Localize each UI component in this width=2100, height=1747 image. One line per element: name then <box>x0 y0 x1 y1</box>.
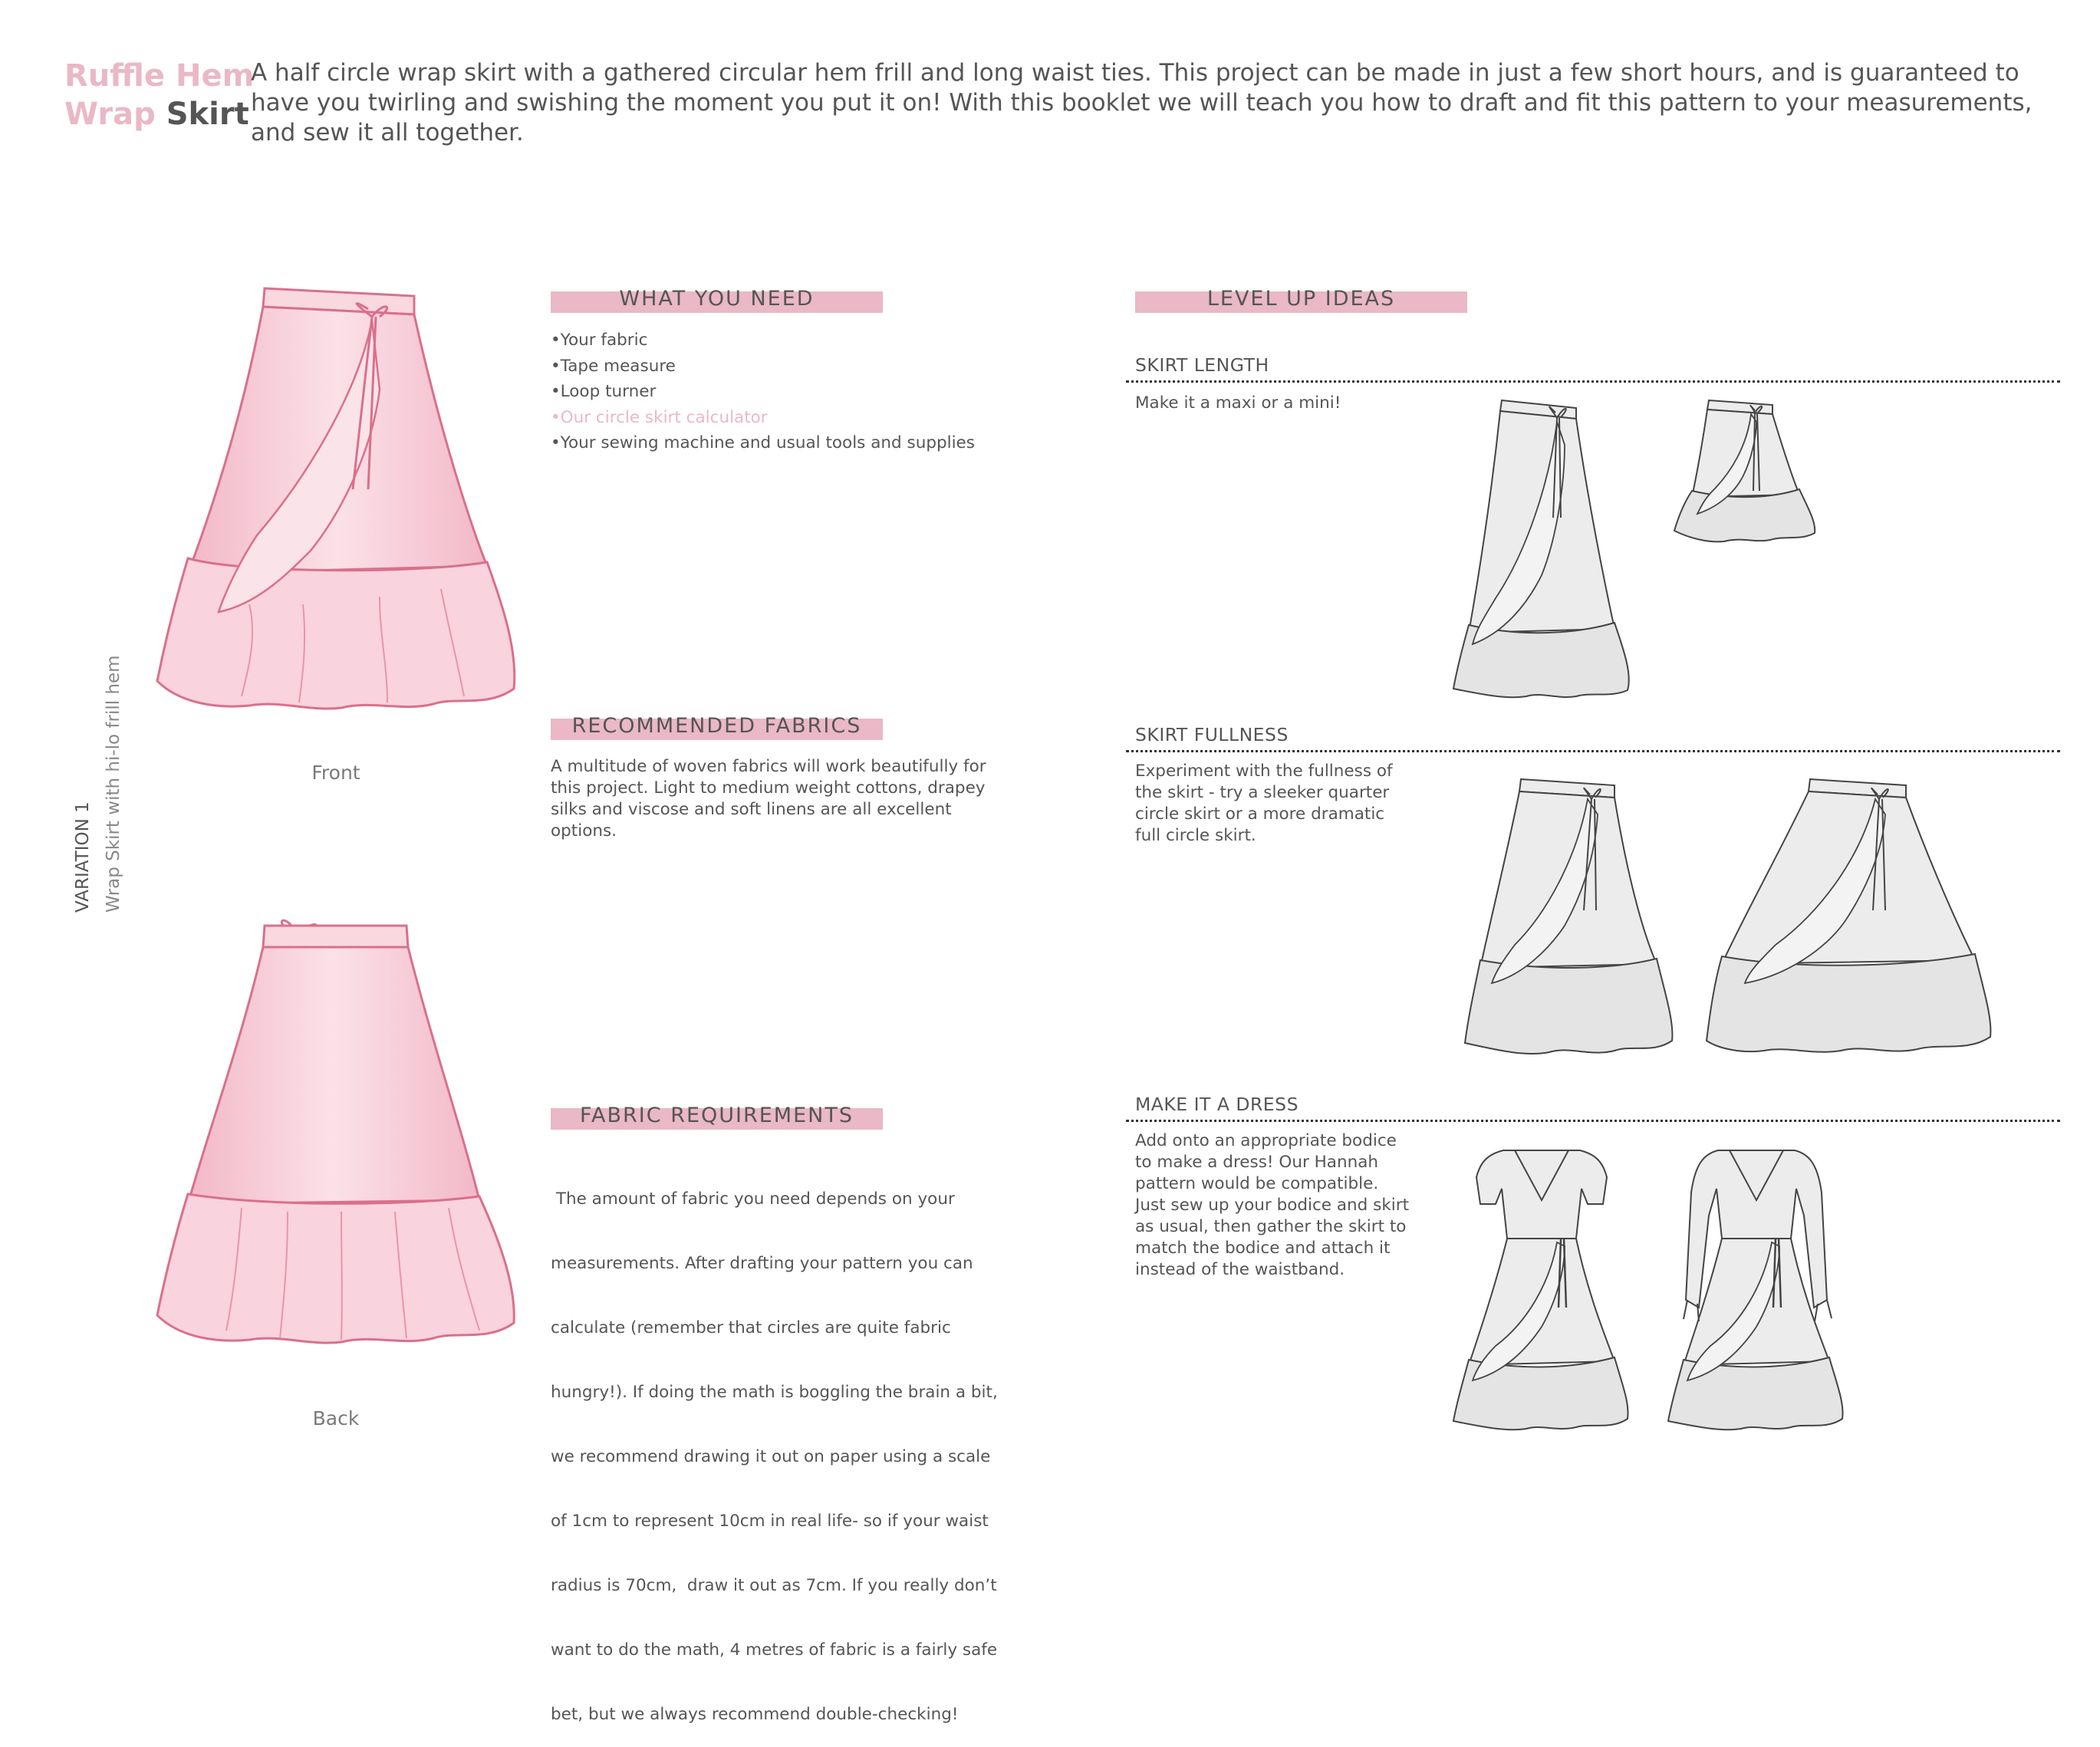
variation-subtitle: Wrap Skirt with hi-lo frill hem <box>104 655 123 913</box>
list-item: •Your fabric <box>551 331 648 350</box>
short-sleeve-dress-illustration <box>1450 1147 1634 1434</box>
text-line: options. <box>551 821 617 841</box>
text-line: Just sew up your bodice and skirt <box>1135 1196 1410 1215</box>
text-line: we recommend drawing it out on paper using a scale <box>551 1447 991 1466</box>
text-line: as usual, then gather the skirt to <box>1135 1217 1407 1236</box>
long-sleeve-dress-illustration <box>1664 1147 1848 1434</box>
heading-text: FABRIC REQUIREMENTS <box>579 1104 854 1127</box>
text-line: Add onto an appropriate bodice <box>1135 1131 1397 1150</box>
back-caption: Back <box>312 1407 360 1430</box>
text-line: match the bodice and attach it <box>1135 1239 1391 1258</box>
variation-label <box>67 637 129 913</box>
text-line: this project. Light to medium weight cottons, drapey <box>551 778 986 798</box>
text-line: Make it a maxi or a mini! <box>1135 393 1341 413</box>
front-skirt-illustration <box>150 282 525 712</box>
recommended-fabrics-text <box>551 756 1011 842</box>
heading-text: LEVEL UP IDEAS <box>1206 287 1396 311</box>
skirt-length-text <box>1135 393 1341 414</box>
mini-skirt-illustration <box>1670 399 1824 544</box>
title-part-2a: Wrap <box>64 97 156 132</box>
skirt-fullness-heading: SKIRT FULLNESS <box>1135 724 1289 745</box>
full-circle-skirt-illustration <box>1703 776 1994 1060</box>
text-line: instead of the waistband. <box>1135 1260 1345 1279</box>
skirt-fullness-text <box>1135 761 1393 847</box>
text-line: calculate (remember that circles are quite fabric <box>551 1318 951 1337</box>
skirt-fullness-divider <box>1126 750 2060 752</box>
text-line: measurements. After drafting your pattern you can <box>551 1254 973 1273</box>
text-line: want to do the math, 4 metres of fabric is a fairly safe <box>551 1640 998 1660</box>
text-line: the skirt - try a sleeker quarter <box>1135 783 1390 802</box>
back-skirt-illustration <box>150 916 525 1346</box>
text-line: pattern would be compatible. <box>1135 1174 1379 1193</box>
recommended-fabrics-heading <box>551 714 883 740</box>
text-line: Experiment with the fullness of <box>1135 762 1393 781</box>
level-up-heading <box>1135 287 1467 313</box>
text-line: radius is 70cm, draw it out as 7cm. If you really don’t <box>551 1576 997 1595</box>
fabric-requirements-text <box>551 1146 1026 1747</box>
text-line: bet, but we always recommend double-checking! <box>551 1705 959 1724</box>
heading-text: WHAT YOU NEED <box>619 287 815 311</box>
front-caption: Front <box>311 762 360 784</box>
list-item: •Your sewing machine and usual tools and supplies <box>551 433 975 452</box>
what-you-need-heading <box>551 287 883 313</box>
text-line: full circle skirt. <box>1135 826 1256 845</box>
list-item: •Tape measure <box>551 356 676 376</box>
title-part-1: Ruffle Hem <box>64 58 255 94</box>
quarter-circle-skirt-illustration <box>1461 776 1676 1060</box>
maxi-skirt-illustration <box>1450 399 1634 698</box>
text-line: of 1cm to represent 10cm in real life- so if your waist <box>551 1512 989 1531</box>
intro-paragraph: A half circle wrap skirt with a gathered circular hem frill and long waist ties. This project can be made in just a few short hours, and is guaranteed to have you twirling and swishing the moment you put it on! With this booklet we will teach you how to draft and fit this pattern to your measurements, and sew it all together. <box>251 59 2033 146</box>
text-line: The amount of fabric you need depends on your <box>551 1189 955 1209</box>
make-dress-divider <box>1126 1120 2060 1122</box>
circle-skirt-calculator-link[interactable]: •Our circle skirt calculator <box>551 407 768 427</box>
text-line: A multitude of woven fabrics will work beautifully for <box>551 757 986 776</box>
title-part-2b: Skirt <box>166 97 249 132</box>
text-line: hungry!). If doing the math is boggling the brain a bit, <box>551 1383 998 1402</box>
text-line: silks and viscose and soft linens are all excellent <box>551 800 952 819</box>
text-line: to make a dress! Our Hannah <box>1135 1153 1379 1172</box>
make-dress-heading: MAKE IT A DRESS <box>1135 1094 1299 1115</box>
what-you-need-list <box>551 327 975 456</box>
heading-text: RECOMMENDED FABRICS <box>571 714 862 738</box>
text-line: circle skirt or a more dramatic <box>1135 804 1385 824</box>
make-dress-text <box>1135 1130 1409 1281</box>
page-title <box>64 57 254 133</box>
skirt-length-heading: SKIRT LENGTH <box>1135 354 1269 376</box>
variation-number: VARIATION 1 <box>73 801 93 913</box>
list-item: •Loop turner <box>551 382 657 401</box>
fabric-requirements-heading <box>551 1104 883 1130</box>
skirt-length-divider <box>1126 380 2060 383</box>
